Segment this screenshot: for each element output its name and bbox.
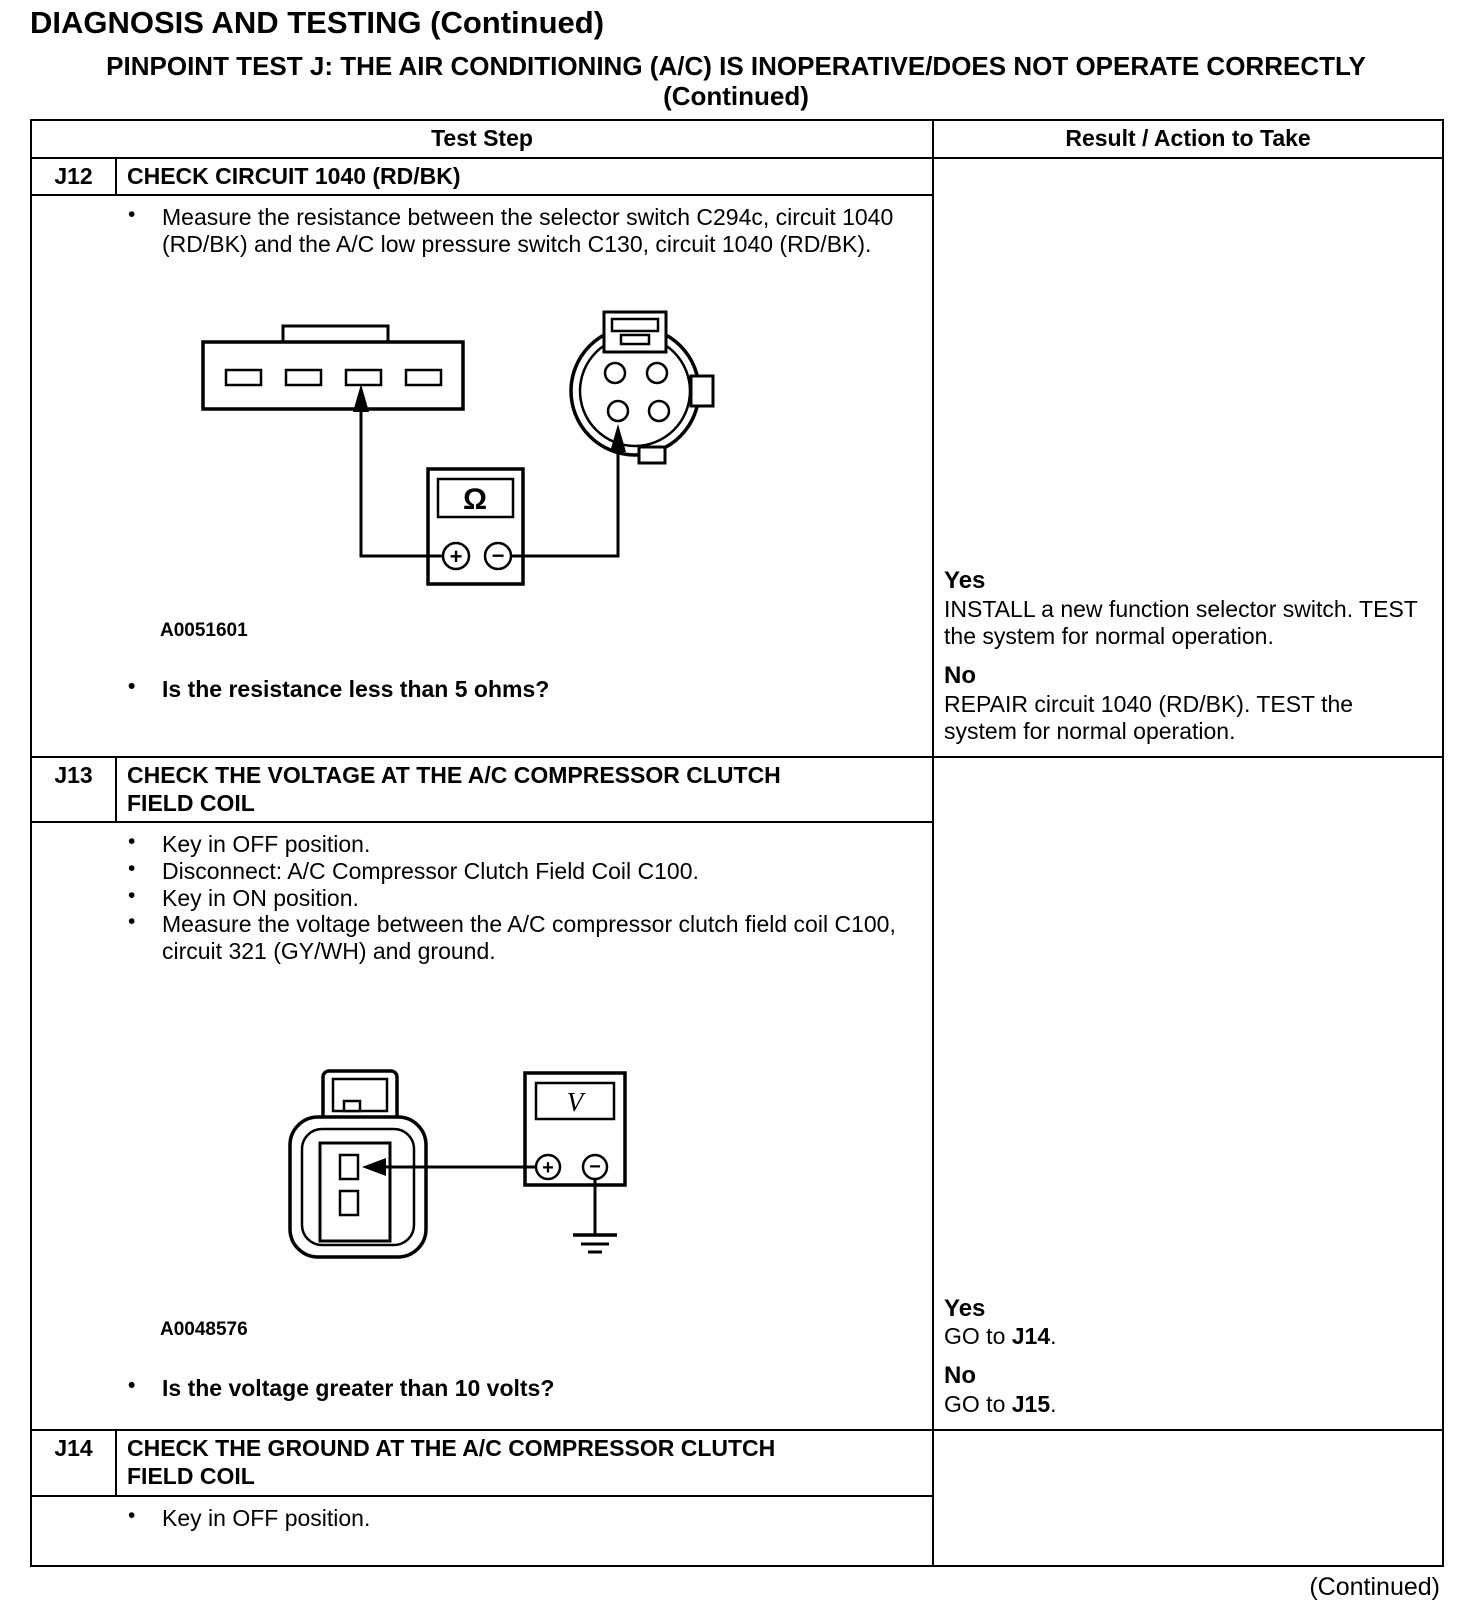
- result-yes-block: [944, 1295, 1432, 1351]
- positive-terminal-label: +: [449, 543, 463, 569]
- step-question: • Is the resistance less than 5 ohms?: [32, 676, 922, 703]
- result-yes-label: Yes: [944, 1294, 986, 1322]
- ohmmeter-symbol: Ω: [462, 482, 488, 516]
- step-body-j13: [31, 822, 933, 1430]
- figure-id: A0051601: [160, 619, 248, 641]
- result-no-block: [944, 662, 1432, 745]
- column-header-result: Result / Action to Take: [933, 120, 1443, 158]
- result-yes-block: [944, 567, 1432, 650]
- bullet-item: • Key in OFF position.: [32, 831, 922, 858]
- result-yes-action: INSTALL a new function selector switch. TEST the system for normal operation.: [944, 595, 1418, 649]
- step-instructions: [32, 1505, 922, 1532]
- step-question-list: [32, 676, 922, 703]
- step-title-j13: CHECK THE VOLTAGE AT THE A/C COMPRESSOR CLUTCH FIELD COIL: [116, 757, 933, 822]
- result-cell-j14: [933, 1430, 1443, 1565]
- selector-switch-connector-icon: [203, 326, 463, 409]
- field-coil-connector-icon: [290, 1071, 426, 1257]
- pinpoint-test-title: PINPOINT TEST J: THE AIR CONDITIONING (A/C) IS INOPERATIVE/DOES NOT OPERATE CORRECTLY: [106, 51, 1366, 82]
- action-text-segment: .: [1050, 1391, 1057, 1418]
- result-no-block: [944, 1362, 1432, 1418]
- positive-terminal-label: +: [542, 1156, 554, 1179]
- result-cell-j13: [933, 757, 1443, 1430]
- column-header-test-step: Test Step: [31, 120, 933, 158]
- voltmeter-icon: [525, 1073, 625, 1185]
- table-header-row: [31, 120, 1443, 158]
- result-no-label: No: [944, 1362, 977, 1390]
- result-yes-action: [944, 1323, 1432, 1350]
- footer-continued: (Continued): [1309, 1572, 1440, 1601]
- step-question: • Is the voltage greater than 10 volts?: [32, 1375, 922, 1402]
- step-j14-header-row: [31, 1430, 1443, 1495]
- bullet-item: • Key in ON position.: [32, 885, 922, 912]
- step-title-j14: CHECK THE GROUND AT THE A/C COMPRESSOR CLUTCH FIELD COIL: [116, 1430, 933, 1495]
- negative-terminal-label: −: [589, 1155, 601, 1178]
- step-id-j14: J14: [31, 1430, 116, 1495]
- step-id-j13: J13: [31, 757, 116, 822]
- diagnosis-table: [30, 119, 1444, 1567]
- action-text-segment: GO to: [944, 1323, 1012, 1350]
- step-body-j14: [31, 1496, 933, 1566]
- page-title: DIAGNOSIS AND TESTING (Continued): [30, 5, 605, 40]
- step-id-j12: J12: [31, 158, 116, 196]
- voltage-test-diagram: [280, 1067, 760, 1267]
- bullet-item: • Measure the resistance between the selector switch C294c, circuit 1040 (RD/BK) and the A/C low pressure switch C130, circuit 1040 (RD/BK).: [32, 204, 922, 257]
- figure-id: A0048576: [160, 1318, 248, 1340]
- step-instructions: [32, 831, 922, 964]
- result-yes-label: Yes: [944, 567, 986, 595]
- step-j12-header-row: [31, 158, 1443, 196]
- resistance-test-diagram: [140, 306, 740, 606]
- step-question-list: [32, 1375, 922, 1402]
- bullet-item: • Measure the voltage between the A/C compressor clutch field coil C100, circuit 321 (GY/WH) and ground.: [32, 911, 922, 964]
- result-no-action: REPAIR circuit 1040 (RD/BK). TEST the system for normal operation.: [944, 690, 1354, 745]
- negative-terminal-label: −: [491, 542, 505, 568]
- result-cell-j12: [933, 158, 1443, 758]
- ground-symbol-icon: [573, 1235, 617, 1252]
- step-instructions: [32, 204, 922, 257]
- pinpoint-test-continued: (Continued): [663, 80, 809, 111]
- step-title-j12: CHECK CIRCUIT 1040 (RD/BK): [116, 158, 933, 196]
- result-no-label: No: [944, 662, 977, 690]
- ohmmeter-icon: [428, 469, 523, 584]
- step-j13-header-row: [31, 757, 1443, 822]
- voltmeter-symbol: V: [566, 1086, 584, 1117]
- low-pressure-switch-connector-icon: [571, 312, 713, 463]
- result-no-action: [944, 1391, 1432, 1418]
- step-body-j12: [31, 195, 933, 757]
- bullet-item: • Disconnect: A/C Compressor Clutch Field Coil C100.: [32, 858, 922, 885]
- action-text-segment: .: [1050, 1323, 1057, 1350]
- action-text-segment: GO to: [944, 1391, 1012, 1418]
- action-step-reference: J15: [1011, 1391, 1051, 1418]
- bullet-item: • Key in OFF position.: [32, 1505, 922, 1532]
- action-step-reference: J14: [1011, 1323, 1051, 1350]
